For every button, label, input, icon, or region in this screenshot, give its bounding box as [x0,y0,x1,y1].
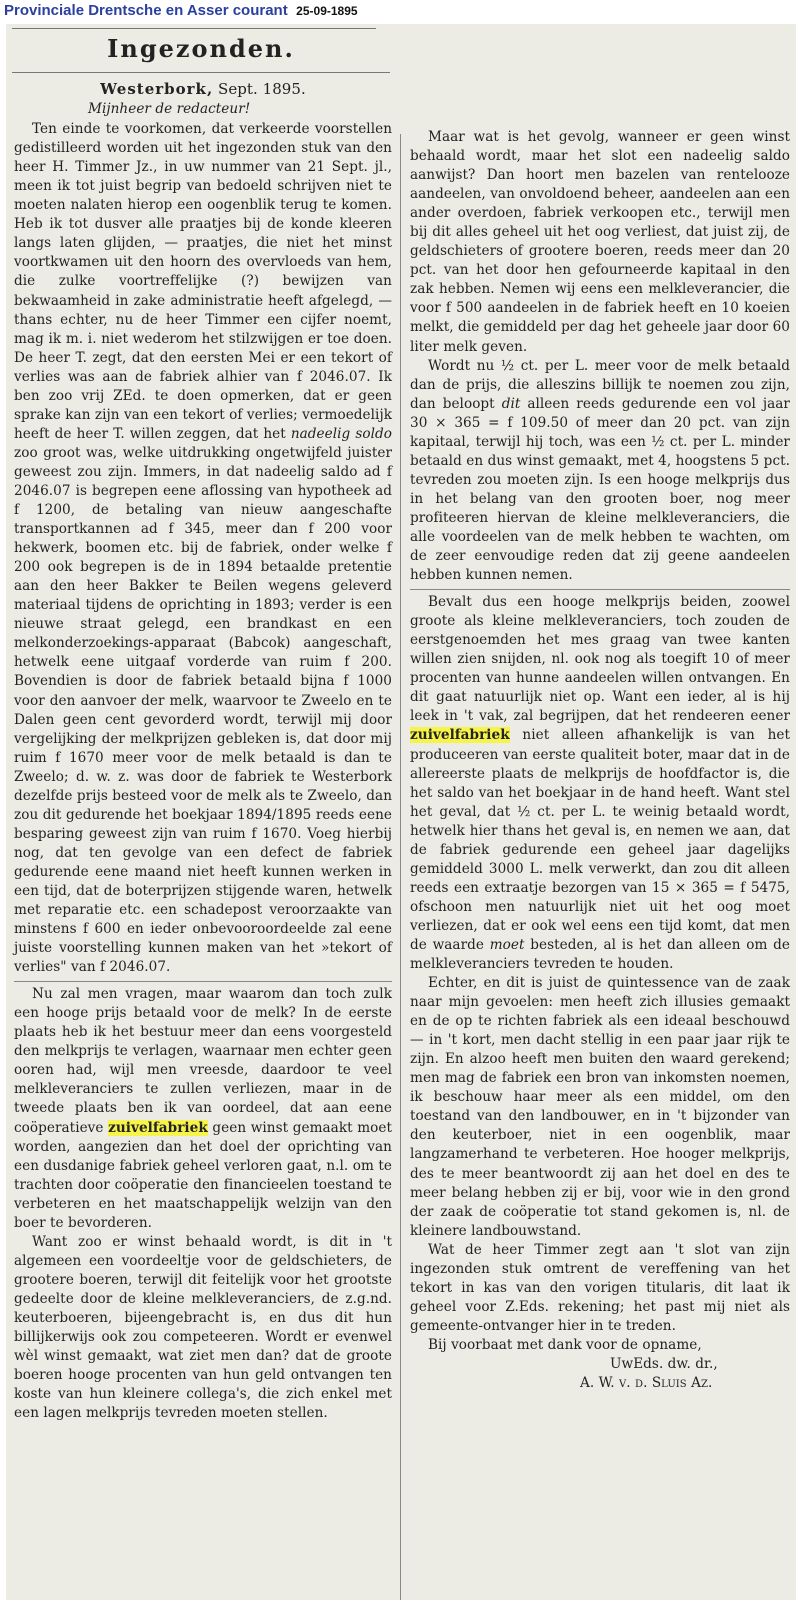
top-rule [12,28,376,29]
paragraph: Wordt nu ½ ct. per L. meer voor de melk betaald dan de prijs, die alleszins billijk te noemen zou zijn, dan beloopt dit alleen reeds gedurende een vol jaar 30 × 365 = f 109.50 of meer dan 20 pct. van zijn kapitaal, terwijl hij toch, was een ½ ct. per L. minder betaald en dus winst gemaakt, met 4, hoogstens 5 pct. tevreden zou moeten zijn. Is een hooge melkprijs dus in het belang van den grooten boer, nog meer profiteeren hiervan de kleine melkleveranciers, die alle voordeelen van de melk hebben te wachten, om de zeer eenvoudige reden dat zij geene aandeelen hebben kunnen nemen. [410,357,790,584]
italic-word: moet [489,936,525,953]
paragraph: Bevalt dus een hooge melkprijs beiden, zoowel groote als kleine melkleveranciers, toch zouden de eerstgenoemden het mes graag van twee kanten willen zien snijden, nl. ook nog als toegift 10 of meer procenten van hunne aandeelen willen ontvangen. En dit gaat natuurlijk niet op. Want een ieder, al is hij leek in 't vak, zal begrijpen, dat het rendeeren eener zuivelfabriek niet alleen afhankelijk is van het produceeren van eerste qualiteit boter, maar dat in de allereerste plaats de melkprijs de hoofdfactor is, die het saldo van het boekjaar in de hand heeft. Want stel het geval, dat ½ ct. per L. te weinig betaald wordt, hetwelk hier thans het geval is, en nemen we aan, dat de fabriek gedurende een geheel jaar dagelijks gemiddeld 3000 L. melk verwerkt, dan zou dit alleen reeds een extraatje bezorgen van 15 × 365 = f 5475, ofschoon men natuurlijk niet uit het oog moet verliezen, dat er ook wel eens een tijd komt, dat men de waarde moet besteden, al is het dan alleen om de melkleveranciers tevreden te houden. [410,594,791,973]
dateline [14,80,392,99]
paragraph: Maar wat is het gevolg, wanneer er geen winst behaald wordt, maar het slot een nadeelig saldo aanwijst? Dan hoort men bazelen van rentelooze aandeelen, van onvoldoend beheer, aandeelen aan een ander overdoen, fabriek verkoopen etc., terwijl men bij dit alles geheel uit het oog verliest, dat juist zij, de geldschieters of grootere boeren, reeds meer dan 20 pct. van het door hen gefourneerde kapitaal in den zak hebben. Nemen wij eens een melkleverancier, die voor f 500 aandeelen in de fabriek heeft en 10 koeien melkt, die gemiddeld per dag het geheele jaar door 60 liter melk geven. [410,129,790,355]
signature-greeting: UwEds. dw. dr., [610,1356,718,1372]
signature-name: A. W. v. d. Sluis Az. [580,1375,713,1392]
masthead [4,2,358,22]
closing-line: Bij voorbaat met dank voor de opname, [428,1336,702,1353]
title-rule [12,72,390,73]
italic-word: dit [501,395,521,412]
left-column [14,80,392,1423]
newspaper-clipping [6,24,796,1600]
paragraph: Ten einde te voorkomen, dat verkeerde voorstellen gedistilleerd worden uit het ingezonden stuk van den heer H. Timmer Jz., in uw nummer van 21 Sept. jl., meen ik tot juist begrip van bedoeld schrijven niet te moeten nalaten hierop een oogenblik terug te komen. Heb ik tot dusver alle praatjes bij de konde kleeren langs laten glijden, — praatjes, die niet het minst voortkwamen uit den hoorn des overvloeds van hem, die zulke voortreffelijke (?) bewijzen van bekwaamheid in zake administratie heeft afgelegd, — thans echter, nu de heer Timmer een cijfer noemt, mag ik m. i. niet wederom het stilzwijgen er toe doen. De heer T. zegt, dat den eersten Mei er een tekort of verlies was aan de fabriek alhier van f 2046.07. Ik ben zoo vrij ZEd. te doen opmerken, dat er geen sprake kan zijn van een tekort of verlies; vermoedelijk heeft de heer T. willen zeggen, dat het nadeelig soldo zoo groot was, welke uitdrukking ongetwijfeld juister geweest zou zijn. Immers, in dat nadeelig saldo ad f 2046.07 is begrepen eene aflossing van hypotheek ad f 1200, de betaling van nieuw aangeschafte transportkannen ad f 345, meer dan f 200 voor hekwerk, boomen etc. bij de fabriek, onder welke f 200 ook begrepen is de in 1894 betaalde pretentie aan den heer Bakker te Beilen wegens geleverd materiaal tijdens de oprichting in 1893; verder is een nieuwe straat gelegd, een brandkast en een melkonderzoekings-apparaat (Babcok) aangeschaft, hetwelk eene uitgaaf vorderde van ruim f 200. Bovendien is door de fabriek betaald bijna f 1000 voor den aanvoer der melk, waarvoor te Zweelo en te Dalen geen cent gevorderd wordt, terwijl mij door vergelijking der melkprijzen gebleken is, dat door mij ruim f 1670 meer voor de melk betaald is dan te Zweelo; d. w. z. was door de fabriek te Westerbork dezelfde prijs besteed voor de melk als te Zweelo, dan zou dit gedurende het boekjaar 1894/1895 reeds eene besparing geweest zijn van ruim f 1670. Voeg hierbij nog, dat ten gevolge van een defect de fabriek gedurende eene maand niet heeft kunnen werken in een tijd, dat de boterprijzen stijgende waren, hetwelk met reparatie etc. een schadepost veroorzaakte van minstens f 600 en ieder onbevooroordeelde zal eene juiste voorstelling kunnen maken van het »tekort of verlies" van f 2046.07. [14,121,393,976]
paragraph-separator [14,981,392,982]
paragraph: Nu zal men vragen, maar waarom dan toch zulk een hooge prijs betaald voor de melk? In de eerste plaats heb ik het bestuur meer dan eens voorgesteld den melkprijs te verlagen, waarnaar men echter geen ooren had, wijl men vreesde, daardoor te veel melkleveranciers te zullen verliezen, maar in de tweede plaats ben ik van oordeel, dat aan eene coöperatieve zuivelfabriek geen winst gemaakt moet worden, aangezien dan het doel der oprichting van een dusdanige fabriek geheel verloren gaat, n.l. om te trachten door coöperatie den financieelen toestand te verbeteren en het maatschappelijk welzijn van den boer te bevorderen. [14,986,393,1231]
search-highlight: zuivelfabriek [108,1119,208,1136]
search-highlight: zuivelfabriek [410,727,510,744]
publication-date: 25-09-1895 [296,4,358,18]
paragraph: Echter, en dit is juist de quintessence van de zaak naar mijn gevoelen: men heeft zich illusies gemaakt en de op te richten fabriek als een ideaal beschouwd — in 't kort, men dacht stellig in een paar jaar rijk te zijn. En alzoo heeft men buiten den waard gerekend; men mag de fabriek een bron van inkomsten noemen, ik beschouw haar meer als een middel, om den toestand van den landbouwer, en in 't bijzonder van den keuterboer, niet in een oogenblik, maar langzamerhand te verbeteren. Hoe hooger melkprijs, des te meer beantwoordt zij aan het doel en des te meer belang hebben zij er bij, voor wie in den grond der zaak de coöperatie tot stand gekomen is, nl. de kleinere landbouwstand. [410,975,790,1239]
right-column [410,128,790,1393]
dateline-date: Sept. 1895. [213,80,306,98]
newspaper-title: Provinciale Drentsche en Asser courant [4,2,288,19]
paragraph: Wat de heer Timmer zegt aan 't slot van zijn ingezonden stuk omtrent de vereffening van het tekort in kas van den vorigen titularis, dit laat ik geheel voor Z.Eds. rekening; het past mij niet als gemeente-ontvanger hier in te treden. [410,1241,790,1334]
italic-phrase: nadeelig soldo [290,425,393,442]
section-title: Ingezonden. [107,34,295,63]
dateline-place: Westerbork, [100,80,214,98]
paragraph-separator [410,589,790,590]
salutation: Mijnheer de redacteur! [88,101,251,118]
paragraph: Want zoo er winst behaald wordt, is dit in 't algemeen een voordeeltje voor de geldschieters, de grootere boeren, terwijl dit feitelijk voor het grootste gedeelte door de kleine melkleveranciers, de z.g.nd. keuterboeren, bijeengebracht is, en dus dit hun billijkerwijs ook zou competeeren. Wordt er evenwel wèl winst gemaakt, wat ziet men dan? dat de groote boeren hooge procenten van hun geld ontvangen ten koste van hun kleinere collega's, die zich enkel met een lagen melkprijs tevreden moeten stellen. [14,1233,392,1422]
column-divider [400,134,401,1600]
